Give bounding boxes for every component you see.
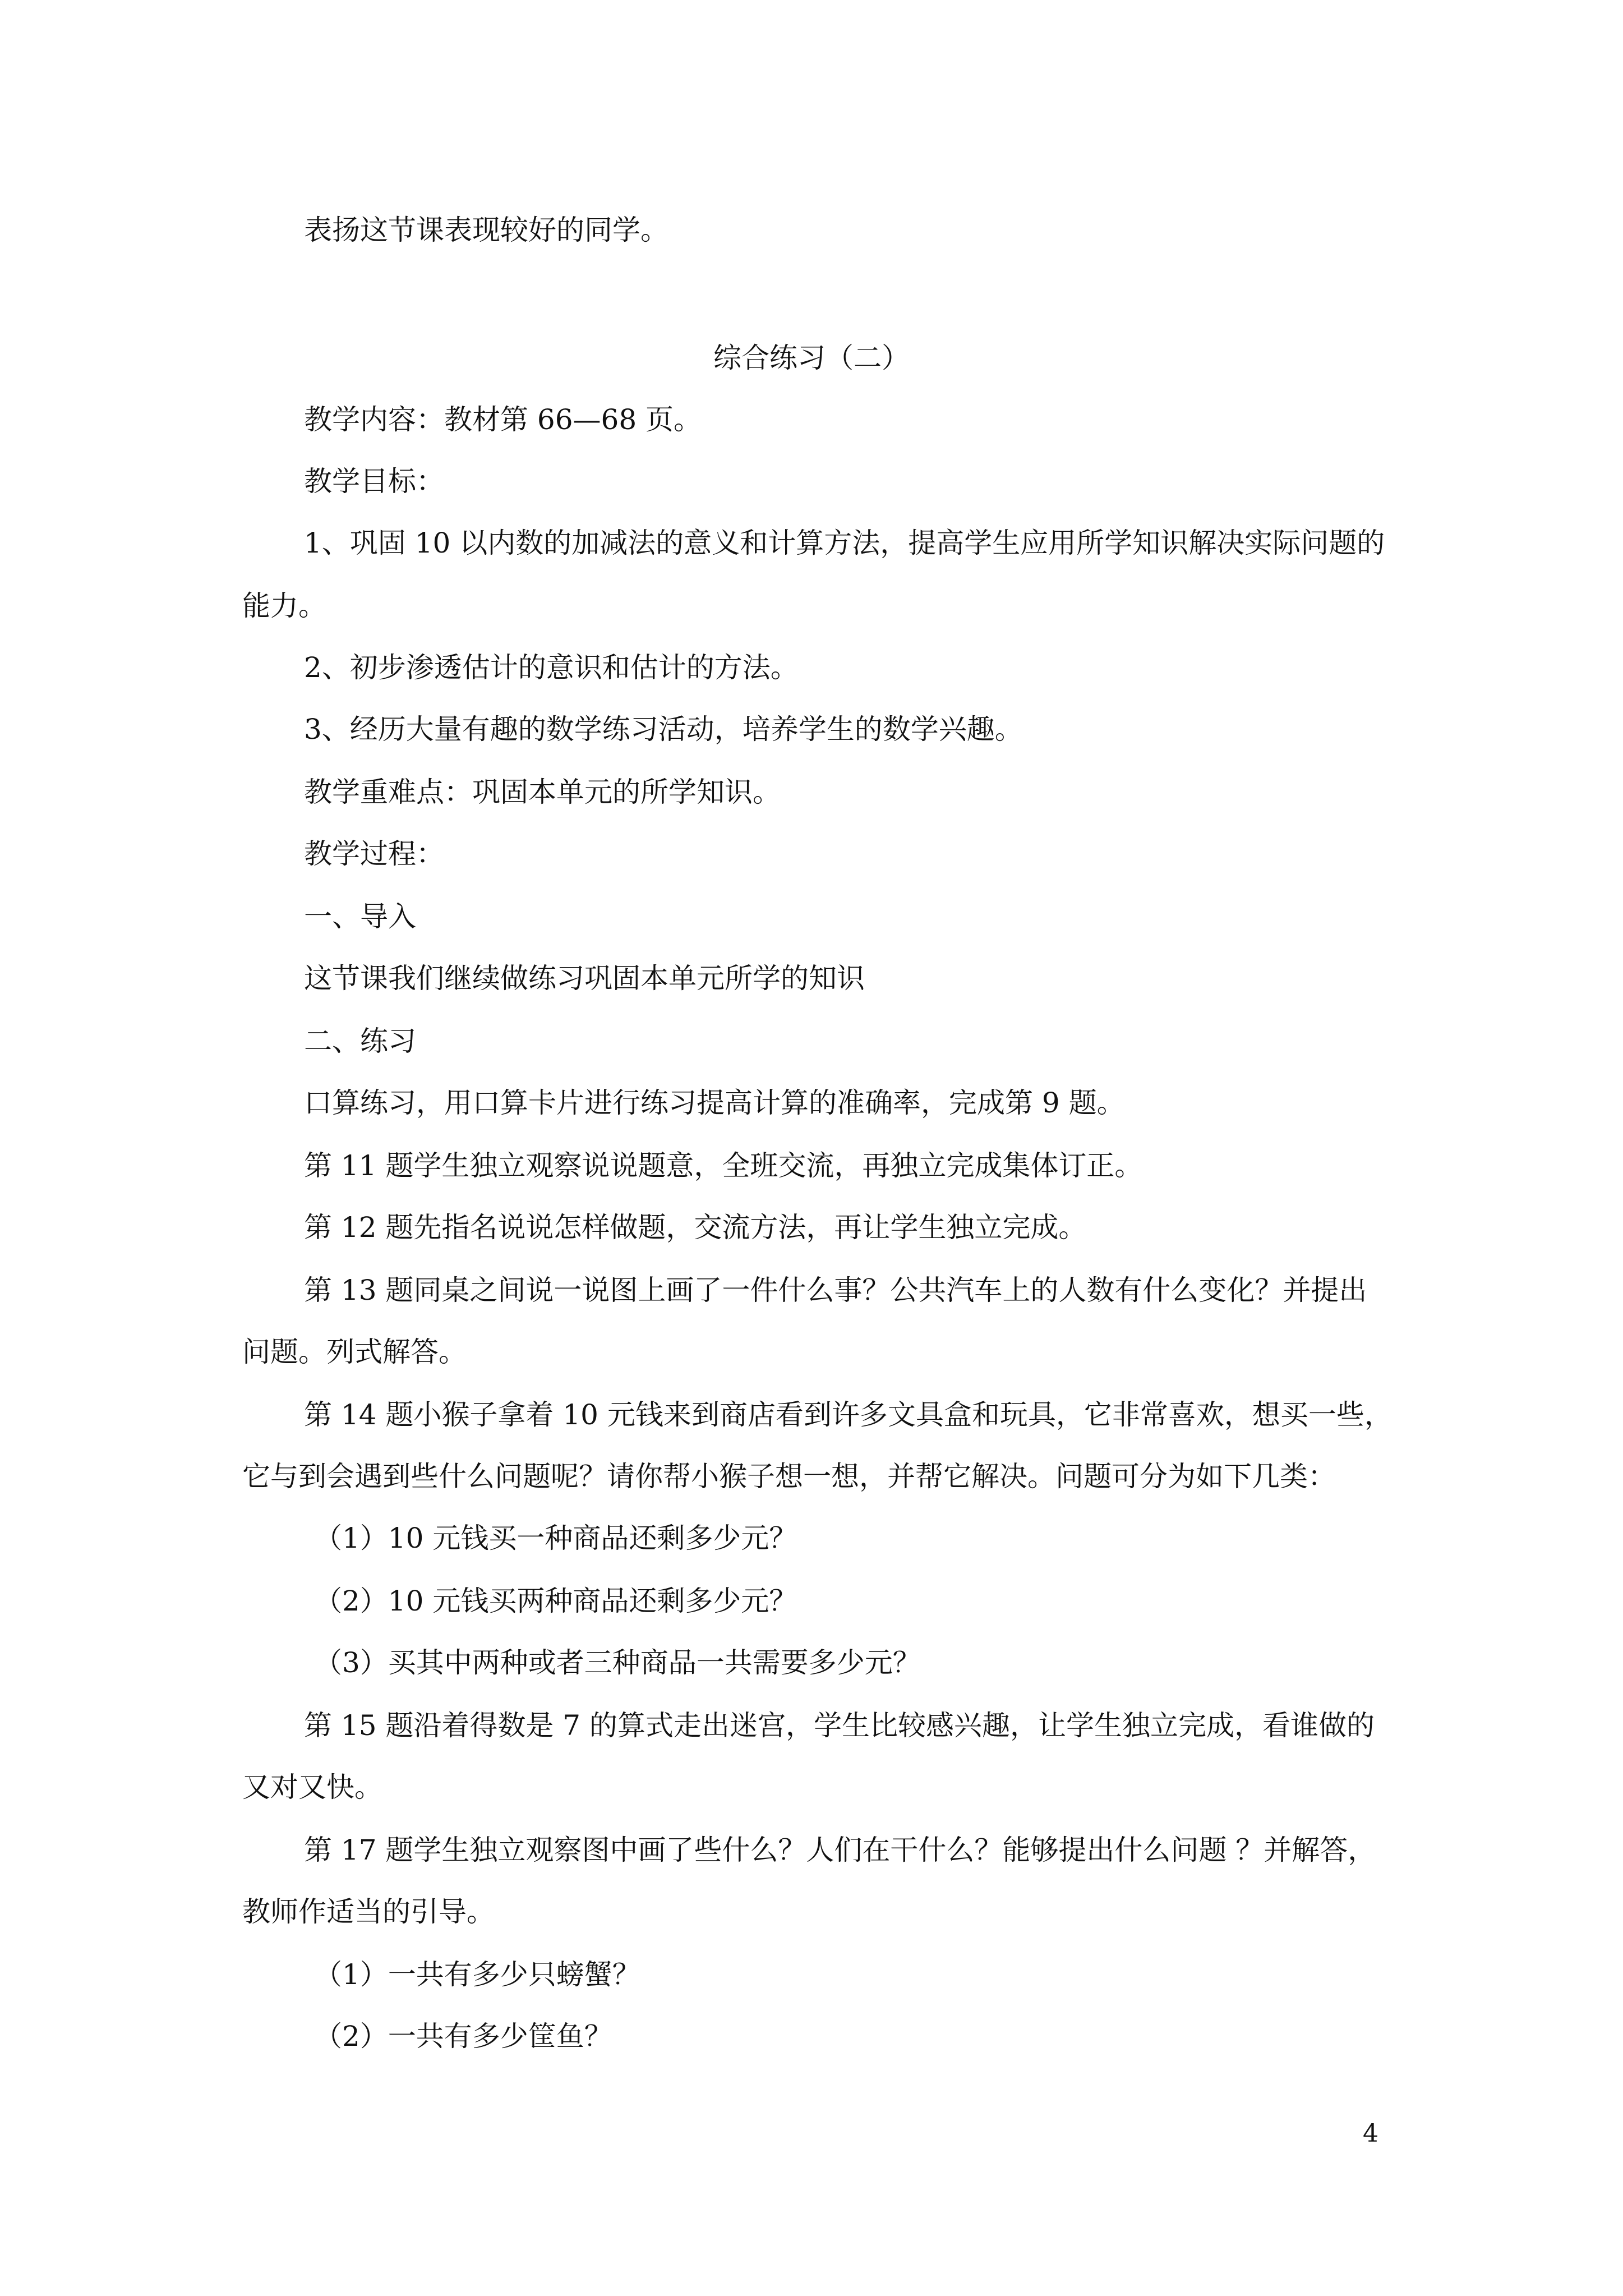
- question-15: 第 15 题沿着得数是 7 的算式走出迷宫，学生比较感兴趣，让学生独立完成，看谁做的: [304, 1709, 1375, 1742]
- section-title: 综合练习（二）: [713, 342, 910, 374]
- key-points: 教学重难点：巩固本单元的所学知识。: [304, 776, 781, 808]
- question-14-item-3: （3）买其中两种或者三种商品一共需要多少元？: [314, 1646, 921, 1679]
- process-heading: 教学过程：: [304, 838, 444, 870]
- question-13-cont: 问题。列式解答。: [242, 1336, 467, 1368]
- question-17-item-1: （1）一共有多少只螃蟹？: [314, 1958, 640, 1991]
- oral-practice: 口算练习，用口算卡片进行练习提高计算的准确率，完成第 9 题。: [304, 1087, 1125, 1119]
- section-intro: 一、导入: [304, 900, 416, 933]
- question-17-cont: 教师作适当的引导。: [242, 1895, 495, 1928]
- question-14-item-2: （2）10 元钱买两种商品还剩多少元？: [314, 1585, 797, 1617]
- question-12: 第 12 题先指名说说怎样做题，交流方法，再让学生独立完成。: [304, 1211, 1087, 1244]
- teaching-goals-heading: 教学目标：: [304, 465, 444, 498]
- question-14-item-1: （1）10 元钱买一种商品还剩多少元？: [314, 1522, 797, 1554]
- closing-line: 表扬这节课表现较好的同学。: [304, 214, 668, 246]
- question-17-item-2: （2）一共有多少筐鱼？: [314, 2020, 612, 2053]
- goal-3: 3、经历大量有趣的数学练习活动，培养学生的数学兴趣。: [304, 713, 1023, 746]
- question-13: 第 13 题同桌之间说一说图上画了一件什么事？公共汽车上的人数有什么变化？并提出: [304, 1274, 1367, 1306]
- question-14-cont: 它与到会遇到些什么问题呢？请你帮小猴子想一想，并帮它解决。问题可分为如下几类：: [242, 1460, 1336, 1493]
- goal-1: 1、巩固 10 以内数的加减法的意义和计算方法，提高学生应用所学知识解决实际问题的: [304, 527, 1385, 559]
- goal-1-cont: 能力。: [242, 590, 326, 622]
- question-14: 第 14 题小猴子拿着 10 元钱来到商店看到许多文具盒和玩具，它非常喜欢，想买一些，: [304, 1398, 1393, 1431]
- page-number: 4: [1363, 2119, 1378, 2148]
- teaching-content: 教学内容：教材第 66—68 页。: [304, 403, 702, 436]
- intro-text: 这节课我们继续做练习巩固本单元所学的知识: [304, 962, 865, 995]
- goal-2: 2、初步渗透估计的意识和估计的方法。: [304, 651, 799, 684]
- question-15-cont: 又对又快。: [242, 1771, 382, 1803]
- question-17: 第 17 题学生独立观察图中画了些什么？人们在干什么？能够提出什么问题 ？并解答，: [304, 1834, 1376, 1866]
- section-practice: 二、练习: [304, 1025, 416, 1057]
- question-11: 第 11 题学生独立观察说说题意，全班交流，再独立完成集体订正。: [304, 1149, 1143, 1182]
